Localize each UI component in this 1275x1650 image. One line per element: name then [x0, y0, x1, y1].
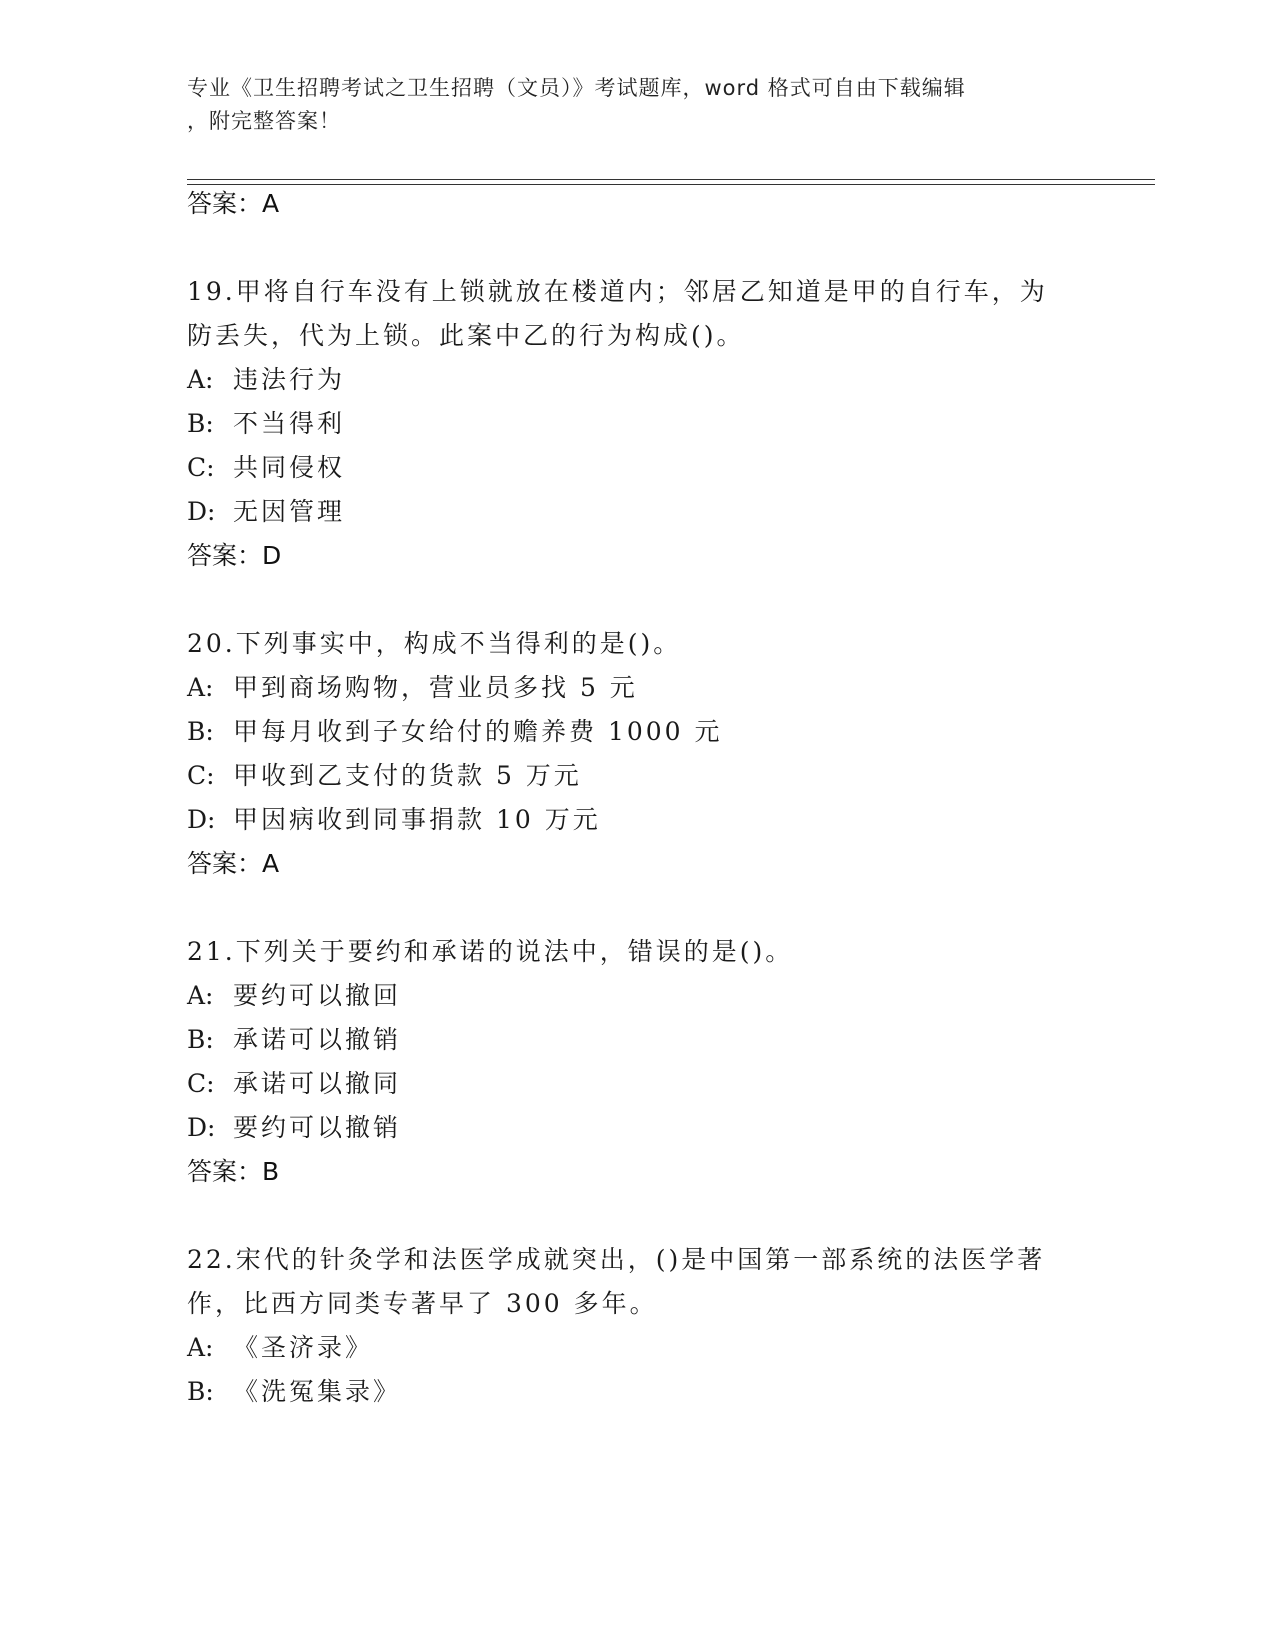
option-text: 甲因病收到同事捐款 10 万元: [233, 805, 601, 834]
header-divider-bottom: [187, 184, 1155, 185]
option-row: [187, 1377, 401, 1407]
answer-value: B: [262, 1157, 280, 1186]
question-stem-line: 22.宋代的针灸学和法医学成就突出，()是中国第一部系统的法医学著: [187, 1245, 1046, 1274]
option-row: [187, 365, 345, 395]
option-text: 共同侵权: [233, 453, 346, 482]
option-text: 《洗冤集录》: [233, 1377, 402, 1406]
option-text: 不当得利: [233, 409, 346, 438]
option-text: 违法行为: [233, 365, 346, 394]
header-line-1: 专业《卫生招聘考试之卫生招聘（文员）》考试题库，word 格式可自由下载编辑: [187, 76, 966, 100]
option-label: D:: [187, 497, 216, 526]
option-text: 甲到商场购物，营业员多找 5 元: [233, 673, 638, 702]
option-label: B:: [187, 1025, 214, 1054]
answer-line: [187, 541, 281, 571]
option-label: D:: [187, 805, 216, 834]
option-row: [187, 981, 401, 1011]
option-text: 甲每月收到子女给付的赡养费 1000 元: [233, 717, 723, 746]
option-text: 《圣济录》: [233, 1333, 374, 1362]
option-text: 无因管理: [233, 497, 346, 526]
option-text: 承诺可以撤销: [233, 1025, 402, 1054]
option-label: C:: [187, 1069, 215, 1098]
answer-line: [187, 849, 279, 879]
option-row: [187, 761, 582, 791]
option-row: [187, 673, 638, 703]
option-label: D:: [187, 1113, 216, 1142]
question-stem-line: 21.下列关于要约和承诺的说法中，错误的是()。: [187, 937, 794, 966]
option-label: B:: [187, 1377, 214, 1406]
answer-label: 答案：: [187, 189, 263, 218]
option-row: [187, 1069, 401, 1099]
option-row: [187, 805, 601, 835]
option-text: 承诺可以撤同: [233, 1069, 402, 1098]
answer-label: 答案：: [187, 1157, 263, 1186]
option-row: [187, 497, 345, 527]
option-label: C:: [187, 761, 215, 790]
answer-label: 答案：: [187, 849, 263, 878]
option-label: C:: [187, 453, 215, 482]
option-row: [187, 717, 723, 747]
option-label: A:: [187, 1333, 214, 1362]
answer-label: 答案：: [187, 541, 263, 570]
option-label: A:: [187, 981, 214, 1010]
header-divider-top: [187, 179, 1155, 180]
header-line-2: ，附完整答案！: [187, 109, 341, 133]
answer-line: [187, 1157, 279, 1187]
answer-line: [187, 189, 279, 219]
option-label: A:: [187, 365, 214, 394]
question-stem-line: 19.甲将自行车没有上锁就放在楼道内；邻居乙知道是甲的自行车，为: [187, 277, 1048, 306]
document-header: [187, 72, 1067, 138]
question-stem-line: 作，比西方同类专著早了 300 多年。: [187, 1289, 658, 1318]
question-stem-line: 防丢失，代为上锁。此案中乙的行为构成()。: [187, 321, 745, 350]
option-label: B:: [187, 409, 214, 438]
question-stem-line: 20.下列事实中，构成不当得利的是()。: [187, 629, 682, 658]
option-label: B:: [187, 717, 214, 746]
option-row: [187, 1113, 401, 1143]
answer-value: D: [262, 541, 282, 570]
option-text: 要约可以撤回: [233, 981, 402, 1010]
option-row: [187, 453, 345, 483]
option-row: [187, 1025, 401, 1055]
option-text: 要约可以撤销: [233, 1113, 402, 1142]
option-row: [187, 1333, 373, 1363]
option-row: [187, 409, 345, 439]
answer-value: A: [262, 849, 280, 878]
option-label: A:: [187, 673, 214, 702]
option-text: 甲收到乙支付的货款 5 万元: [233, 761, 582, 790]
answer-value: A: [262, 189, 280, 218]
